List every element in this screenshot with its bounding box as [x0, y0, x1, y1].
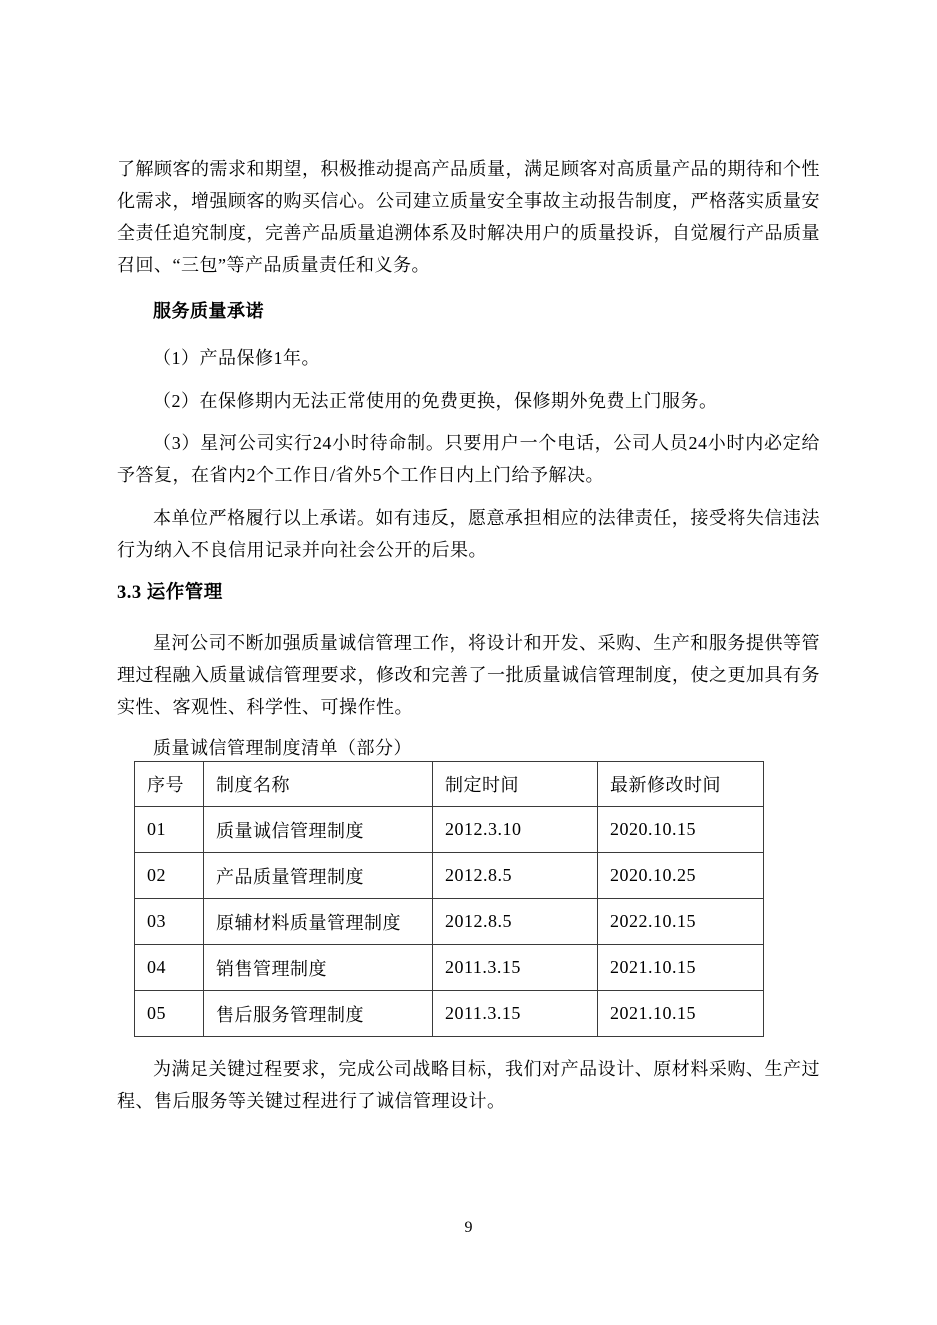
paragraph-intro: 了解顾客的需求和期望，积极推动提高产品质量，满足顾客对高质量产品的期待和个性化需求，增强顾客的购买信心。公司建立质量安全事故主动报告制度，严格落实质量安全责任追究制度，完善产品质量追溯体系及时解决用户的质量投诉，自觉履行产品质量召回、“三包”等产品质量责任和义务。 [117, 159, 820, 275]
table-row [135, 991, 764, 1037]
table-header-name: 制度名称 [204, 762, 433, 807]
table-cell: 2011.3.15 [433, 991, 598, 1037]
table-header-row [135, 762, 764, 807]
table-cell: 2012.8.5 [433, 853, 598, 899]
section-heading-operation: 3.3 运作管理 [117, 583, 223, 603]
table-row [135, 853, 764, 899]
table-cell: 2021.10.15 [598, 945, 764, 991]
paragraph-commitment: 本单位严格履行以上承诺。如有违反，愿意承担相应的法律责任，接受将失信违法行为纳入不良信用记录并向社会公开的后果。 [117, 508, 820, 560]
table-cell: 05 [135, 991, 204, 1037]
table-cell: 质量诚信管理制度 [204, 807, 433, 853]
list-item-replacement: （2）在保修期内无法正常使用的免费更换，保修期外免费上门服务。 [153, 391, 718, 411]
table-cell: 01 [135, 807, 204, 853]
table-row [135, 899, 764, 945]
page-number: 9 [464, 1219, 473, 1236]
paragraph-closing: 为满足关键过程要求，完成公司战略目标，我们对产品设计、原材料采购、生产过程、售后服务等关键过程进行了诚信管理设计。 [117, 1059, 820, 1111]
service-quality-heading: 服务质量承诺 [153, 301, 264, 321]
table-cell: 2022.10.15 [598, 899, 764, 945]
table-cell: 02 [135, 853, 204, 899]
table-cell: 2021.10.15 [598, 991, 764, 1037]
table-row [135, 807, 764, 853]
management-system-table [134, 761, 764, 1037]
paragraph-operation: 星河公司不断加强质量诚信管理工作，将设计和开发、采购、生产和服务提供等管理过程融入质量诚信管理要求，修改和完善了一批质量诚信管理制度，使之更加具有务实性、客观性、科学性、可操作性。 [117, 633, 820, 717]
table-cell: 03 [135, 899, 204, 945]
list-item-oncall: （3）星河公司实行24小时待命制。只要用户一个电话，公司人员24小时内必定给予答复，在省内2个工作日/省外5个工作日内上门给予解决。 [117, 433, 820, 485]
table-cell: 2020.10.15 [598, 807, 764, 853]
table-header-modified: 最新修改时间 [598, 762, 764, 807]
table-header-created: 制定时间 [433, 762, 598, 807]
table-header-seq: 序号 [135, 762, 204, 807]
table-cell: 2011.3.15 [433, 945, 598, 991]
table-cell: 售后服务管理制度 [204, 991, 433, 1037]
table-cell: 产品质量管理制度 [204, 853, 433, 899]
table-cell: 销售管理制度 [204, 945, 433, 991]
table-cell: 2012.3.10 [433, 807, 598, 853]
table-cell: 2020.10.25 [598, 853, 764, 899]
list-item-warranty: （1）产品保修1年。 [153, 348, 320, 368]
table-row [135, 945, 764, 991]
table-cell: 04 [135, 945, 204, 991]
table-cell: 2012.8.5 [433, 899, 598, 945]
table-cell: 原辅材料质量管理制度 [204, 899, 433, 945]
table-caption: 质量诚信管理制度清单（部分） [153, 738, 412, 758]
